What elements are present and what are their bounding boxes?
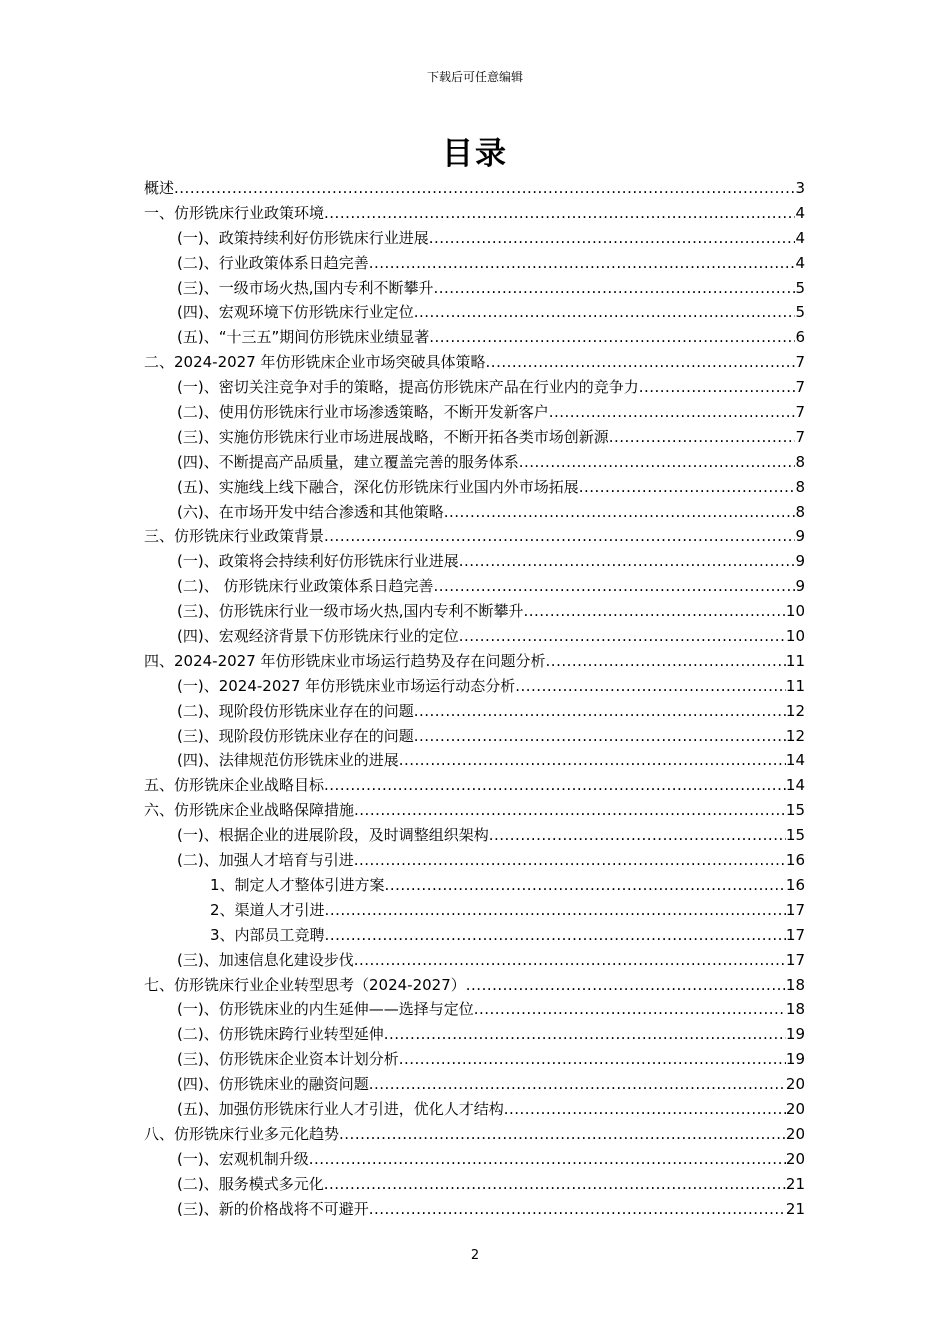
- toc-dot-leader: [354, 798, 786, 823]
- toc-entry-text: 七、仿形铣床行业企业转型思考（2024-2027）: [144, 975, 466, 994]
- toc-entry[interactable]: [144, 375, 805, 400]
- toc-entry-page: 8: [795, 452, 805, 471]
- toc-entry[interactable]: [144, 1147, 805, 1172]
- toc-entry-text: (一)、根据企业的进展阶段，及时调整组织架构: [177, 826, 489, 845]
- toc-entry[interactable]: [144, 1122, 805, 1147]
- toc-dot-leader: [429, 226, 796, 251]
- toc-dot-leader: [354, 948, 786, 973]
- toc-entry-text: (一)、政策将会持续利好仿形铣床行业进展: [177, 552, 459, 571]
- toc-entry-text: (三)、仿形铣床行业一级市场火热,国内专利不断攀升: [177, 602, 524, 621]
- toc-entry-text: (一)、仿形铣床业的内生延伸——选择与定位: [177, 1000, 474, 1019]
- toc-entry[interactable]: [144, 524, 805, 549]
- header-note: 下载后可任意编辑: [426, 70, 523, 84]
- toc-entry[interactable]: [144, 624, 805, 649]
- toc-entry[interactable]: [144, 176, 805, 201]
- toc-entry-text: (二)、现阶段仿形铣床业存在的问题: [177, 701, 414, 720]
- toc-dot-leader: [504, 1097, 786, 1122]
- toc-dot-leader: [354, 848, 786, 873]
- toc-entry[interactable]: [144, 724, 805, 749]
- toc-entry-page: 17: [785, 900, 805, 919]
- toc-entry-page: 19: [785, 1025, 805, 1044]
- toc-dot-leader: [369, 1197, 786, 1222]
- toc-entry[interactable]: [144, 773, 805, 798]
- toc-entry-text: 1、制定人才整体引进方案: [210, 875, 385, 894]
- toc-entry-page: 19: [785, 1050, 805, 1069]
- toc-entry-text: (三)、一级市场火热,国内专利不断攀升: [177, 278, 434, 297]
- toc-dot-leader: [369, 251, 796, 276]
- toc-entry-page: 4: [795, 253, 805, 272]
- toc-entry-page: 5: [795, 278, 805, 297]
- toc-entry-text: (二)、仿形铣床跨行业转型延伸: [177, 1025, 384, 1044]
- toc-entry[interactable]: [144, 226, 805, 251]
- toc-dot-leader: [519, 450, 796, 475]
- toc-entry[interactable]: [144, 475, 805, 500]
- toc-entry-page: 7: [795, 378, 805, 397]
- toc-entry-text: (六)、在市场开发中结合渗透和其他策略: [177, 502, 444, 521]
- toc-entry-page: 11: [785, 651, 805, 670]
- toc-entry-page: 10: [785, 627, 805, 646]
- toc-dot-leader: [466, 973, 786, 998]
- toc-dot-leader: [459, 624, 786, 649]
- toc-dot-leader: [429, 325, 795, 350]
- toc-entry[interactable]: [144, 276, 805, 301]
- toc-entry-page: 5: [795, 303, 805, 322]
- toc-entry-page: 20: [785, 1075, 805, 1094]
- toc-entry-text: (二)、加强人才培育与引进: [177, 851, 354, 870]
- toc-dot-leader: [324, 1172, 786, 1197]
- toc-entry-text: (四)、宏观经济背景下仿形铣床行业的定位: [177, 627, 459, 646]
- toc-dot-leader: [523, 599, 785, 624]
- toc-entry-page: 12: [785, 726, 805, 745]
- toc-entry[interactable]: [144, 898, 805, 923]
- toc-dot-leader: [414, 724, 786, 749]
- toc-entry[interactable]: [144, 1197, 805, 1222]
- toc-dot-leader: [399, 1047, 786, 1072]
- toc-entry-page: 10: [785, 602, 805, 621]
- toc-entry-page: 11: [785, 676, 805, 695]
- toc-entry-page: 8: [795, 477, 805, 496]
- toc-entry-text: 三、仿形铣床行业政策背景: [144, 527, 325, 546]
- toc-entry-text: 2、渠道人才引进: [210, 900, 325, 919]
- toc-entry-text: 四、2024-2027 年仿形铣床业市场运行趋势及存在问题分析: [144, 651, 546, 670]
- toc-dot-leader: [515, 674, 786, 699]
- toc-entry-text: 概述: [144, 179, 175, 197]
- toc-entry[interactable]: [144, 450, 805, 475]
- toc-entry-text: (一)、宏观机制升级: [177, 1149, 309, 1168]
- toc-entry-page: 9: [795, 552, 805, 571]
- toc-entry-text: (三)、仿形铣床企业资本计划分析: [177, 1050, 399, 1069]
- toc-entry-text: (四)、仿形铣床业的融资问题: [177, 1075, 369, 1094]
- toc-entry-text: 3、内部员工竞聘: [210, 925, 325, 944]
- toc-entry-text: (一)、密切关注竞争对手的策略，提高仿形铣床产品在行业内的竞争力: [177, 378, 639, 397]
- toc-entry-text: 六、仿形铣床企业战略保障措施: [144, 801, 355, 820]
- toc-entry[interactable]: [144, 873, 805, 898]
- toc-entry-text: 一、仿形铣床行业政策环境: [144, 203, 325, 222]
- toc-entry[interactable]: [144, 1047, 805, 1072]
- toc-dot-leader: [369, 1072, 786, 1097]
- toc-entry[interactable]: [144, 1022, 805, 1047]
- toc-entry-text: (四)、法律规范仿形铣床业的进展: [177, 751, 399, 770]
- toc-entry-text: (四)、宏观环境下仿形铣床行业定位: [177, 303, 414, 322]
- toc-entry-page: 3: [795, 179, 805, 197]
- toc-dot-leader: [486, 350, 796, 375]
- toc-entry-text: (五)、加强仿形铣床行业人才引进，优化人才结构: [177, 1099, 504, 1118]
- toc-dot-leader: [414, 699, 786, 724]
- toc-entry-page: 14: [785, 751, 805, 770]
- toc-entry[interactable]: [144, 848, 805, 873]
- toc-entry-text: 五、仿形铣床企业战略目标: [144, 776, 325, 795]
- toc-entry-text: (二)、使用仿形铣床行业市场渗透策略，不断开发新客户: [177, 403, 549, 422]
- toc-entry-text: (一)、政策持续利好仿形铣床行业进展: [177, 228, 429, 247]
- toc-dot-leader: [414, 300, 796, 325]
- toc-entry-text: (五)、“十三五”期间仿形铣床业绩显著: [177, 328, 430, 347]
- toc-entry-text: (三)、实施仿形铣床行业市场进展战略，不断开拓各类市场创新源: [177, 427, 609, 446]
- toc-entry[interactable]: [144, 350, 805, 375]
- toc-entry-page: 15: [785, 826, 805, 845]
- toc-dot-leader: [324, 524, 795, 549]
- table-of-contents: [144, 176, 805, 1221]
- toc-dot-leader: [325, 923, 786, 948]
- toc-entry[interactable]: [144, 823, 805, 848]
- toc-entry[interactable]: [144, 1172, 805, 1197]
- toc-dot-leader: [324, 773, 786, 798]
- toc-entry-page: 17: [785, 950, 805, 969]
- toc-entry-page: 6: [795, 328, 805, 347]
- toc-entry[interactable]: [144, 1097, 805, 1122]
- toc-dot-leader: [325, 898, 786, 923]
- toc-entry[interactable]: [144, 997, 805, 1022]
- toc-entry-page: 20: [785, 1099, 805, 1118]
- toc-entry-text: (三)、加速信息化建设步伐: [177, 950, 354, 969]
- toc-dot-leader: [549, 400, 796, 425]
- toc-entry-page: 7: [795, 353, 805, 372]
- toc-entry[interactable]: [144, 549, 805, 574]
- toc-entry-text: 二、2024-2027 年仿形铣床企业市场突破具体策略: [144, 353, 486, 372]
- toc-entry-page: 18: [785, 1000, 805, 1019]
- toc-entry[interactable]: [144, 748, 805, 773]
- toc-entry-text: (二)、行业政策体系日趋完善: [177, 253, 369, 272]
- toc-entry-page: 16: [785, 875, 805, 894]
- toc-entry-page: 14: [785, 776, 805, 795]
- toc-entry[interactable]: [144, 400, 805, 425]
- toc-entry-text: (一)、2024-2027 年仿形铣床业市场运行动态分析: [177, 676, 516, 695]
- toc-entry[interactable]: [144, 201, 805, 226]
- toc-entry[interactable]: [144, 251, 805, 276]
- toc-entry-text: (四)、不断提高产品质量，建立覆盖完善的服务体系: [177, 452, 519, 471]
- toc-dot-leader: [309, 1147, 786, 1172]
- toc-entry[interactable]: [144, 300, 805, 325]
- toc-dot-leader: [579, 475, 796, 500]
- toc-dot-leader: [433, 574, 795, 599]
- toc-entry-page: 9: [795, 527, 805, 546]
- toc-dot-leader: [174, 176, 795, 201]
- toc-entry-page: 20: [785, 1149, 805, 1168]
- toc-dot-leader: [609, 425, 796, 450]
- toc-entry[interactable]: [144, 798, 805, 823]
- toc-entry-page: 16: [785, 851, 805, 870]
- toc-entry-page: 17: [785, 925, 805, 944]
- toc-entry-text: 八、仿形铣床行业多元化趋势: [144, 1124, 340, 1143]
- toc-dot-leader: [384, 1022, 786, 1047]
- toc-entry[interactable]: [144, 923, 805, 948]
- toc-entry-page: 15: [785, 801, 805, 820]
- toc-dot-leader: [444, 500, 796, 525]
- toc-entry-page: 18: [785, 975, 805, 994]
- toc-entry[interactable]: [144, 500, 805, 525]
- toc-entry-page: 4: [795, 203, 805, 222]
- toc-entry-page: 20: [785, 1124, 805, 1143]
- toc-entry-text: (二)、 仿形铣床行业政策体系日趋完善: [177, 577, 434, 596]
- toc-entry-page: 8: [795, 502, 805, 521]
- toc-entry[interactable]: [144, 973, 805, 998]
- toc-dot-leader: [399, 748, 786, 773]
- toc-entry-text: (三)、现阶段仿形铣床业存在的问题: [177, 726, 414, 745]
- toc-dot-leader: [385, 873, 786, 898]
- toc-dot-leader: [459, 549, 796, 574]
- page-number: 2: [470, 1248, 480, 1263]
- toc-dot-leader: [489, 823, 786, 848]
- toc-dot-leader: [433, 276, 795, 301]
- toc-entry-page: 7: [795, 403, 805, 422]
- toc-entry[interactable]: [144, 674, 805, 699]
- toc-dot-leader: [339, 1122, 786, 1147]
- toc-dot-leader: [324, 201, 795, 226]
- toc-entry-page: 21: [785, 1174, 805, 1193]
- toc-entry[interactable]: [144, 425, 805, 450]
- toc-entry-text: (五)、实施线上线下融合，深化仿形铣床行业国内外市场拓展: [177, 477, 579, 496]
- toc-entry[interactable]: [144, 574, 805, 599]
- toc-dot-leader: [546, 649, 786, 674]
- toc-entry-page: 7: [795, 427, 805, 446]
- toc-entry[interactable]: [144, 699, 805, 724]
- toc-entry-text: (二)、服务模式多元化: [177, 1174, 324, 1193]
- toc-entry-page: 9: [795, 577, 805, 596]
- toc-dot-leader: [474, 997, 786, 1022]
- toc-dot-leader: [639, 375, 796, 400]
- page-title: 目录: [442, 136, 508, 172]
- toc-entry[interactable]: [144, 948, 805, 973]
- toc-entry[interactable]: [144, 1072, 805, 1097]
- toc-entry[interactable]: [144, 325, 805, 350]
- toc-entry-text: (三)、新的价格战将不可避开: [177, 1199, 369, 1218]
- toc-entry-page: 4: [795, 228, 805, 247]
- toc-entry[interactable]: [144, 649, 805, 674]
- toc-entry-page: 12: [785, 701, 805, 720]
- toc-entry-page: 21: [785, 1199, 805, 1218]
- toc-entry[interactable]: [144, 599, 805, 624]
